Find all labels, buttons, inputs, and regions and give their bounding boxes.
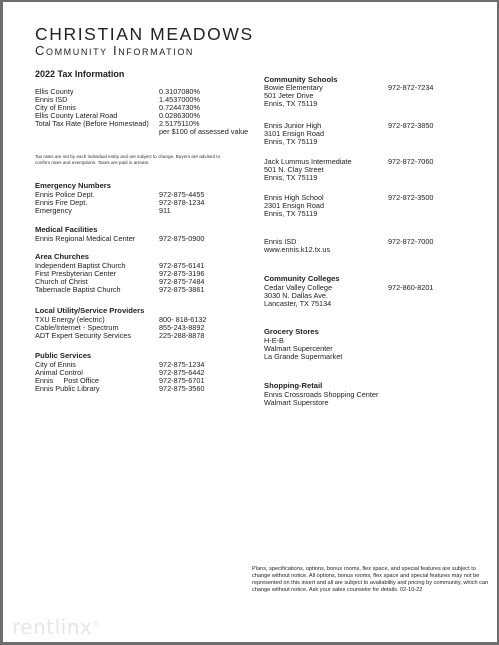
contact-label: Ennis Fire Dept. <box>35 197 88 207</box>
school-address: 501 Jeter Drive <box>264 91 314 101</box>
contact-phone: 972-875-3861 <box>159 284 205 294</box>
college-city: Lancaster, TX 75134 <box>264 298 332 308</box>
school-item <box>264 122 484 146</box>
emergency-heading: Emergency Numbers <box>35 181 111 190</box>
contact-phone: 855-243-8892 <box>159 322 205 332</box>
contact-phone: 972-878-1234 <box>159 197 205 207</box>
contact-label: Ennis Police Dept. <box>35 189 95 199</box>
contact-phone: 972-875-0900 <box>159 233 205 243</box>
contact-phone: 800- 818-6132 <box>159 314 207 324</box>
contact-label: Ennis Regional Medical Center <box>35 233 136 243</box>
colleges-heading: Community Colleges <box>264 274 340 283</box>
school-name: Ennis ISD <box>264 237 297 246</box>
grocery-item: La Grande Supermarket <box>264 351 343 361</box>
tax-value: 0.7244730% <box>159 103 200 113</box>
contact-label: Ennis Public Library <box>35 383 100 393</box>
schools-section <box>264 75 484 255</box>
contact-phone: 972-875-6442 <box>159 367 205 377</box>
school-name: Ennis Junior High <box>264 121 322 130</box>
contact-row <box>35 332 245 340</box>
tax-section <box>35 69 249 165</box>
shopping-item: Ennis Crossroads Shopping Center <box>264 389 379 399</box>
tax-value: 0.0286300% <box>159 111 200 121</box>
contact-phone: 972-875-1234 <box>159 359 205 369</box>
contact-label: First Presbyterian Center <box>35 268 117 278</box>
school-name: Ennis High School <box>264 193 324 202</box>
footer-disclaimer: Plans, specifications, options, bonus rooms, flex space, and special features are subject to change without notice. All options, bonus rooms, flex space and special features may not be represented on this insert and all are subject to availability and pricing by community, which can change without notice. Ask your sales counselor for details. 02-10-22 <box>252 566 489 593</box>
public-services-section <box>35 352 245 393</box>
school-city: Ennis, TX 75119 <box>264 99 318 109</box>
contact-phone: 972-875-6701 <box>159 375 205 385</box>
contact-phone: 972-875-3560 <box>159 383 205 393</box>
contact-phone: 225-288-8878 <box>159 330 205 340</box>
churches-section <box>35 253 245 294</box>
school-website: www.ennis.k12.tx.us <box>264 245 331 255</box>
contact-label: Cable/Internet - Spectrum <box>35 322 119 332</box>
school-phone: 972-872-7000 <box>388 237 434 246</box>
medical-section <box>35 226 245 243</box>
school-city: Ennis, TX 75119 <box>264 173 318 183</box>
school-address: 2301 Ensign Road <box>264 201 325 211</box>
contact-phone: 972-875-4455 <box>159 189 205 199</box>
shopping-section <box>264 382 484 407</box>
document-page <box>3 2 497 642</box>
utility-section <box>35 307 245 340</box>
college-phone: 972-860-8201 <box>388 282 434 292</box>
tax-heading: 2022 Tax Information <box>35 69 125 79</box>
contact-phone: 911 <box>159 205 171 215</box>
contact-label: Emergency <box>35 205 72 215</box>
grocery-item: H-E-B <box>264 335 284 345</box>
contact-label: ADT Expert Security Services <box>35 330 131 340</box>
tax-label: Ellis County Lateral Road <box>35 111 118 121</box>
contact-row <box>35 207 245 215</box>
school-item <box>264 158 484 182</box>
school-address: 501 N. Clay Street <box>264 165 324 175</box>
per-value-note: per $100 of assessed value <box>159 127 249 137</box>
tax-label: Ellis County <box>35 87 74 96</box>
contact-row <box>35 286 245 294</box>
contact-label: Tabernacle Baptist Church <box>35 284 121 294</box>
school-item <box>264 238 484 254</box>
school-phone: 972-872-3500 <box>388 193 434 202</box>
shopping-item: Walmart Superstore <box>264 397 329 407</box>
school-item <box>264 84 484 108</box>
grocery-item: Walmart Supercenter <box>264 343 333 353</box>
school-city: Ennis, TX 75119 <box>264 137 318 147</box>
school-name: Jack Lummus Intermediate <box>264 157 352 166</box>
contact-row <box>35 235 245 243</box>
public-heading: Public Services <box>35 351 92 360</box>
contact-phone: 972-875-3196 <box>159 268 205 278</box>
contact-label: Independent Baptist Church <box>35 260 126 270</box>
school-address: 3101 Ensign Road <box>264 129 325 139</box>
community-title: CHRISTIAN MEADOWS <box>35 24 254 44</box>
school-phone: 972-872-7060 <box>388 157 434 166</box>
contact-phone: 972-875-6141 <box>159 260 205 270</box>
college-name: Cedar Valley College <box>264 282 333 292</box>
school-city: Ennis, TX 75119 <box>264 209 318 219</box>
contact-label: TXU Energy (electric) <box>35 314 105 324</box>
contact-label: Animal Control <box>35 367 83 377</box>
school-name: Bowie Elementary <box>264 83 323 92</box>
utility-heading: Local Utility/Service Providers <box>35 306 145 315</box>
community-subtitle: Community Information <box>35 43 195 58</box>
schools-heading: Community Schools <box>264 75 338 84</box>
churches-heading: Area Churches <box>35 252 90 261</box>
grocery-section <box>264 328 484 361</box>
tax-value: 2.5175110% <box>159 119 200 129</box>
school-phone: 972-872-7234 <box>388 83 434 92</box>
school-item <box>264 194 484 218</box>
tax-label: Total Tax Rate (Before Homestead) <box>35 119 149 129</box>
college-address: 3030 N. Dallas Ave. <box>264 290 328 300</box>
contact-label: Ennis Post Office <box>35 375 99 385</box>
contact-phone: 972-875-7484 <box>159 276 205 286</box>
medical-heading: Medical Facilities <box>35 225 98 234</box>
contact-row <box>35 385 245 393</box>
tax-row <box>35 127 249 137</box>
contact-label: Church of Christ <box>35 276 88 286</box>
tax-label: City of Ennis <box>35 103 76 113</box>
colleges-section <box>264 275 484 308</box>
shopping-heading: Shopping-Retail <box>264 381 323 390</box>
rentlinx-watermark: rentlinx® <box>12 615 101 639</box>
tax-value: 1.4537000% <box>159 95 200 105</box>
tax-disclaimer: Tax rates are set by each individual entity and are subject to change. Buyers are advised to confirm rates and exemptions. Taxes are paid in arrears. <box>35 154 221 165</box>
school-phone: 972-872-3850 <box>388 121 434 130</box>
emergency-section <box>35 182 245 215</box>
tax-label: Ennis ISD <box>35 95 68 105</box>
grocery-heading: Grocery Stores <box>264 327 319 336</box>
tax-value: 0.3107080% <box>159 87 200 96</box>
contact-label: City of Ennis <box>35 359 76 369</box>
